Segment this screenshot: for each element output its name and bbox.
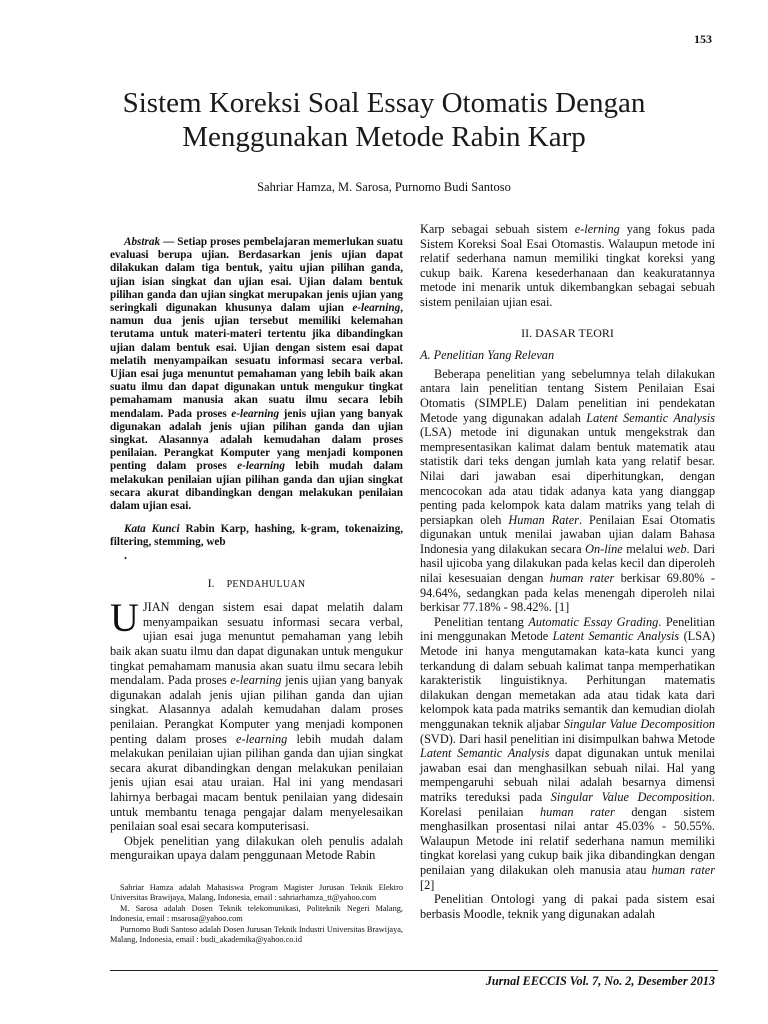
abstract-label: Abstrak bbox=[124, 236, 161, 248]
subsection-heading: A. Penelitian Yang Relevan bbox=[420, 348, 555, 363]
right-column bbox=[420, 222, 715, 921]
section-heading-dasar-teori: II. DASAR TEORI bbox=[521, 325, 614, 340]
keywords-label: Kata Kunci bbox=[124, 523, 180, 536]
intro-paragraph-1: UJIAN dengan sistem esai dapat melatih dalam menyampaikan sesuatu informasi secara verbal, ujian esai juga menuntut pemahaman yang lebih baik akan suatu ilmu dan dapat digunakan untuk mengukur tingkat pemahamam manusia akan suatu ilmu secara lebih mendalam. Pada proses e-learning jenis ujian yang banyak digunakan adalah jenis ujian pilihan ganda dan ujian singkat. Alasannya adalah kemudahan dalam proses penilaian. Perangkat Komputer yang menjadi komponen penting dalam proses e-learning lebih mudah dalam melakukan penilaian ujian pilihan ganda dan ujian singkat secara akurat dibandingkan dengan melakukan penilaian jenis ujian esai atau uraian. Hal ini yang mendasari lahirnya berbagai macam bentuk penilaian yang didesain untuk membantu tenaga pengajar dalam menyelesaikan penilaian soal esai secara komputerisasi. bbox=[110, 595, 404, 834]
footer-rule bbox=[110, 970, 718, 971]
title-line-2: Menggunakan Metode Rabin Karp bbox=[182, 121, 586, 153]
footnote-2: M. Sarosa adalah Dosen Teknik telekomunikasi, Politeknik Negeri Malang, Indonesia, email : msarosa@yahoo.com bbox=[110, 903, 403, 924]
keywords-dot: . bbox=[124, 547, 128, 562]
paper-title bbox=[60, 86, 708, 154]
right-paragraph-3: Penelitian Ontologi yang di pakai pada sistem esai berbasis Moodle, teknik yang digunakan adalah bbox=[420, 892, 715, 921]
abstract: Abstrak — Setiap proses pembelajaran memerlukan suatu evaluasi berupa ujian. Berdasarkan jenis ujian dapat dilakukan dalam tiga bentuk, yaitu ujian pilihan ganda, ujian isian singkat dan ujian esai. Ujian dalam bentuk pilihan ganda dan ujian singkat merupakan jenis ujian yang seringkali digunakan khusunya dalam ujian e-learning, namun dua jenis ujian tersebut memiliki kelemahan terutama untuk materi-materi tertentu jika dibandingkan ujian dalam bentuk esai. Ujian dengan sistem esai dapat melatih menyampaikan sesuatu informasi secara verbal. Ujian esai juga menuntut pemahaman yang lebih baik akan suatu ilmu dan dapat digunakan untuk mengukur tingkat pemahamam manusia akan suatu ilmu secara lebih mendalam. Pada proses e-learning jenis ujian yang banyak digunakan adalah jenis ujian pilihan ganda dan ujian singkat. Alasannya adalah kemudahan dalam proses penilaian. Perangkat Komputer yang menjadi komponen penting dalam proses e-learning lebih mudah dalam melakukan penilaian ujian pilihan ganda dan ujian singkat secara akurat dibandingkan dengan melakukan penilaian dalam ujian esai. bbox=[110, 236, 403, 513]
intro-paragraph-2: Objek penelitian yang dilakukan oleh penulis adalah menguraikan upaya dalam penggunaan Metode Rabin bbox=[110, 833, 403, 863]
journal-footer: Jurnal EECCIS Vol. 7, No. 2, Desember 2013 bbox=[485, 974, 715, 988]
section-heading-pendahuluan: I. PENDAHULUAN bbox=[207, 575, 306, 590]
right-paragraph-2: Penelitian tentang Automatic Essay Grading. Penelitian ini menggunakan Metode Latent Semantic Analysis (LSA) Metode ini hanya mengutamakan kata-kata kunci yang terkandung di dalam sebuah kalimat tanpa memperhatikan karakteristik linguistiknya. Perhitungan matematis dilakukan dengan memetakan ada atau tidak kata dari kelompok kata pada matriks semantik dan kemudian diolah menggunakan teknik aljabar Singular Value Decomposition (SVD). Dari hasil penelitian ini disimpulkan bahwa Metode Latent Semantic Analysis dapat digunakan untuk menilai jawaban esai dan menghasilkan sebuah nilai. Hal yang mempengaruhi sebuah nilai adalah besarnya dimensi matriks tereduksi pada Singular Value Decomposition. Korelasi penilaian human rater dengan sistem menghasilkan prosentasi nilai antar 45.03% - 50.55%. Walaupun Metode ini relatif sederhana namun memiliki tingkat korelasi yang cukup baik jika dibandingkan dengan penilaian yang dilakukan oleh manusia atau human rater [2] bbox=[420, 614, 716, 892]
drop-cap: U bbox=[110, 595, 139, 641]
authors: Sahriar Hamza, M. Sarosa, Purnomo Budi Santoso bbox=[257, 180, 511, 194]
footnote-3: Purnomo Budi Santoso adalah Dosen Jurusan Teknik Industri Universitas Brawijaya, Malang, Indonesia, email : budi_akademika@yahoo.co.id bbox=[110, 924, 403, 945]
page-number: 153 bbox=[694, 32, 712, 46]
footnotes bbox=[110, 883, 403, 945]
right-paragraph-0: Karp sebagai sebuah sistem e-lerning yang fokus pada Sistem Koreksi Soal Esai Otomastis. Walaupun metode ini relatif sederhana namun memiliki tingkat koreksi yang cukup baik. Karena kesederhanaan dan keakuratannya metode ini menarik untuk dikembangkan sebagai sebuah sistem penilaian ujian esai. bbox=[420, 222, 715, 309]
footnote-1: Sahriar Hamza adalah Mahasiswa Program Magister Jurusan Teknik Elektro Universitas Brawijaya, Malang, Indonesia, email : sahriarhamza_tt@yahoo.com bbox=[110, 883, 403, 903]
keywords: Kata Kunci Rabin Karp, hashing, k-gram, tokenaizing, filtering, stemming, web bbox=[110, 523, 403, 549]
title-line-1: Sistem Koreksi Soal Essay Otomatis Dengan bbox=[122, 87, 646, 119]
left-column bbox=[110, 222, 403, 863]
right-paragraph-1: Beberapa penelitian yang sebelumnya telah dilakukan antara lain penelitian tentang Sistem Penilaian Esai Otomatis (SIMPLE) Dalam penelitian ini pendekatan Metode yang digunakan adalah Latent Semantic Analysis (LSA) metode ini digunakan untuk mengekstrak dan mempresentasikan kalimat dalam bentuk matematik atau statistik dari teks dengan jumlah kata yang relatif besar. Nilai dari jawaban esai diperhitungkan, dengan mencocokan ada atau tidak adanya kata yang dianggap penting pada kelompok kata dalam matriks yang telah di persiapkan oleh Human Rater. Penilaian Esai Otomatis digunakan untuk menilai jawaban ujian dalam Bahasa Indonesia yang dilakukan secara On-line melalui web. Dari hasil ujicoba yang dilakukan pada kelas kecil dan diperoleh nilai kesesuaian dengan human rater berkisar 69.80% - 94.64%, sedangkan pada kelas menengah diperoleh nilai berkisar 77.18% - 98.42%. [1] bbox=[420, 366, 716, 615]
